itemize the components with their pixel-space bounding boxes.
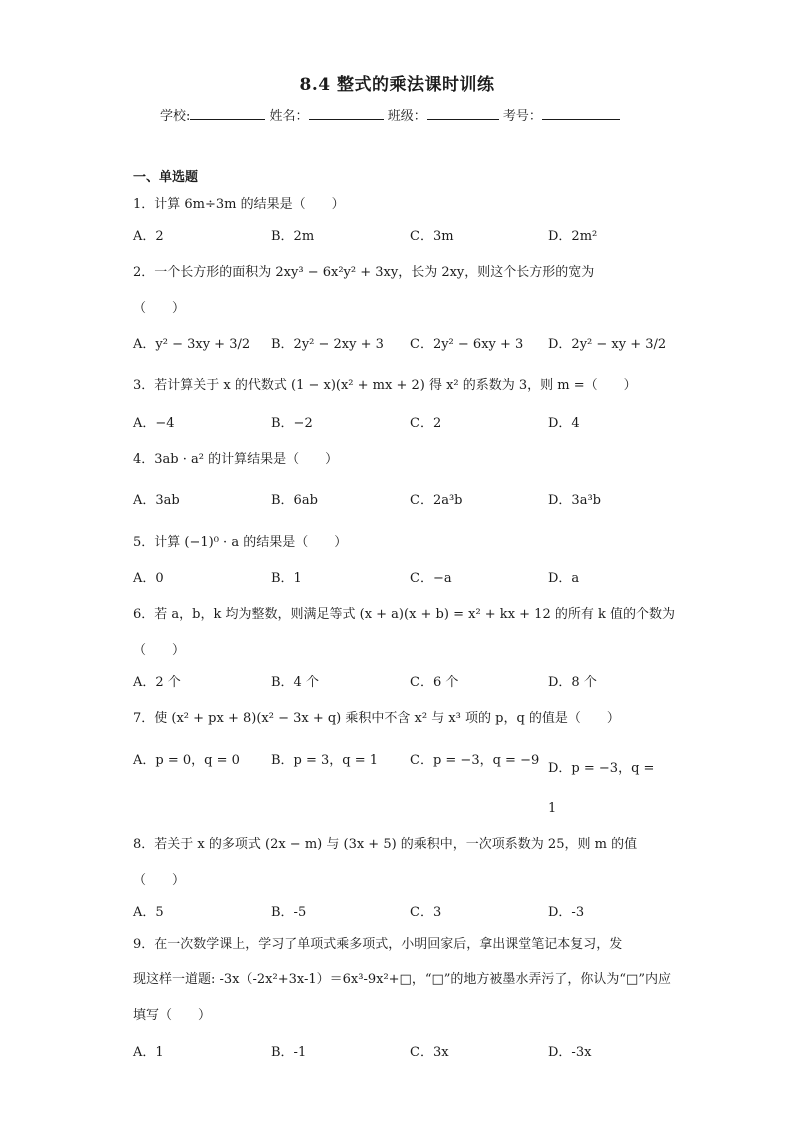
q1-option-a: A．2 <box>133 229 164 244</box>
q5-option-a: A．0 <box>133 571 164 586</box>
question-2-stem: 2．一个长方形的面积为 2xy³ − 6x²y² + 3xy，长为 2xy，则这个长方形的宽为 <box>133 265 595 280</box>
q2-option-d: D．2y² − xy + 3/2 <box>548 337 667 352</box>
student-info-line <box>160 105 620 124</box>
question-9-stem-line3: 填写（ ） <box>133 1008 212 1023</box>
q8-option-b: B．-5 <box>271 905 307 920</box>
q7-option-b: B．p = 3，q = 1 <box>271 753 379 768</box>
q3-option-c: C．2 <box>410 416 442 431</box>
q4-option-a: A．3ab <box>133 493 180 508</box>
q9-option-d: D．-3x <box>548 1045 592 1060</box>
question-7-stem: 7．使 (x² + px + 8)(x² − 3x + q) 乘积中不含 x² 与 x³ 项的 p，q 的值是（ ） <box>133 711 620 726</box>
q6-option-d: D．8 个 <box>548 675 597 690</box>
q2-option-a: A．y² − 3xy + 3/2 <box>133 337 251 352</box>
section-title: 一、单选题 <box>133 170 199 185</box>
q7-option-c: C．p = −3，q = −9 <box>410 753 540 768</box>
class-blank <box>427 107 499 120</box>
q2-option-c: C．2y² − 6xy + 3 <box>410 337 524 352</box>
q5-option-c: C．−a <box>410 571 452 586</box>
q2-option-b: B．2y² − 2xy + 3 <box>271 337 384 352</box>
school-blank <box>190 107 265 120</box>
class-label: 班级： <box>387 109 427 124</box>
question-8-stem-cont: （ ） <box>133 873 186 888</box>
q1-option-c: C．3m <box>410 229 454 244</box>
q6-option-b: B．4 个 <box>271 675 319 690</box>
q3-option-a: A．−4 <box>133 416 175 431</box>
question-6-stem-cont: （ ） <box>133 643 186 658</box>
q6-option-a: A．2 个 <box>133 675 181 690</box>
q5-option-d: D．a <box>548 571 580 586</box>
q1-option-b: B．2m <box>271 229 315 244</box>
q9-option-a: A．1 <box>133 1045 164 1060</box>
q8-option-d: D．-3 <box>548 905 585 920</box>
q4-option-b: B．6ab <box>271 493 318 508</box>
q9-option-b: B．-1 <box>271 1045 307 1060</box>
question-8-stem: 8．若关于 x 的多项式 (2x − m) 与 (3x + 5) 的乘积中，一次项系数为 25，则 m 的值 <box>133 837 638 852</box>
question-6-stem: 6．若 a，b，k 均为整数，则满足等式 (x + a)(x + b) = x² + kx + 12 的所有 k 值的个数为 <box>133 607 675 622</box>
question-2-stem-cont: （ ） <box>133 301 186 316</box>
question-5-stem: 5．计算 (−1)⁰ · a 的结果是（ ） <box>133 535 348 550</box>
question-9-stem-line2: 现这样一道题: -3x（-2x²+3x-1）＝6x³-9x²+□，“□”的地方被墨水弄污了，你认为“□”内应 <box>133 972 671 987</box>
name-label: 姓名： <box>269 109 309 124</box>
question-9-stem: 9．在一次数学课上，学习了单项式乘多项式，小明回家后，拿出课堂笔记本复习，发 <box>133 937 623 952</box>
q5-option-b: B．1 <box>271 571 302 586</box>
page-title: 8.4 整式的乘法课时训练 <box>299 75 495 95</box>
q3-option-d: D．4 <box>548 416 580 431</box>
exam-no-label: 考号： <box>502 109 542 124</box>
q7-option-a: A．p = 0，q = 0 <box>133 753 240 768</box>
q8-option-a: A．5 <box>133 905 164 920</box>
q8-option-c: C．3 <box>410 905 442 920</box>
q4-option-c: C．2a³b <box>410 493 463 508</box>
question-3-stem: 3．若计算关于 x 的代数式 (1 − x)(x² + mx + 2) 得 x² 的系数为 3，则 m =（ ） <box>133 378 637 393</box>
q1-option-d: D．2m² <box>548 229 598 244</box>
question-1-stem: 1．计算 6m÷3m 的结果是（ ） <box>133 197 345 212</box>
q3-option-b: B．−2 <box>271 416 313 431</box>
question-4-stem: 4．3ab · a² 的计算结果是（ ） <box>133 452 339 467</box>
q9-option-c: C．3x <box>410 1045 449 1060</box>
exam-no-blank <box>542 107 620 120</box>
q4-option-d: D．3a³b <box>548 493 601 508</box>
name-blank <box>309 107 384 120</box>
school-label: 学校: <box>160 109 191 124</box>
q7-option-d: D．p = −3，q = 1 <box>548 761 655 816</box>
q6-option-c: C．6 个 <box>410 675 459 690</box>
